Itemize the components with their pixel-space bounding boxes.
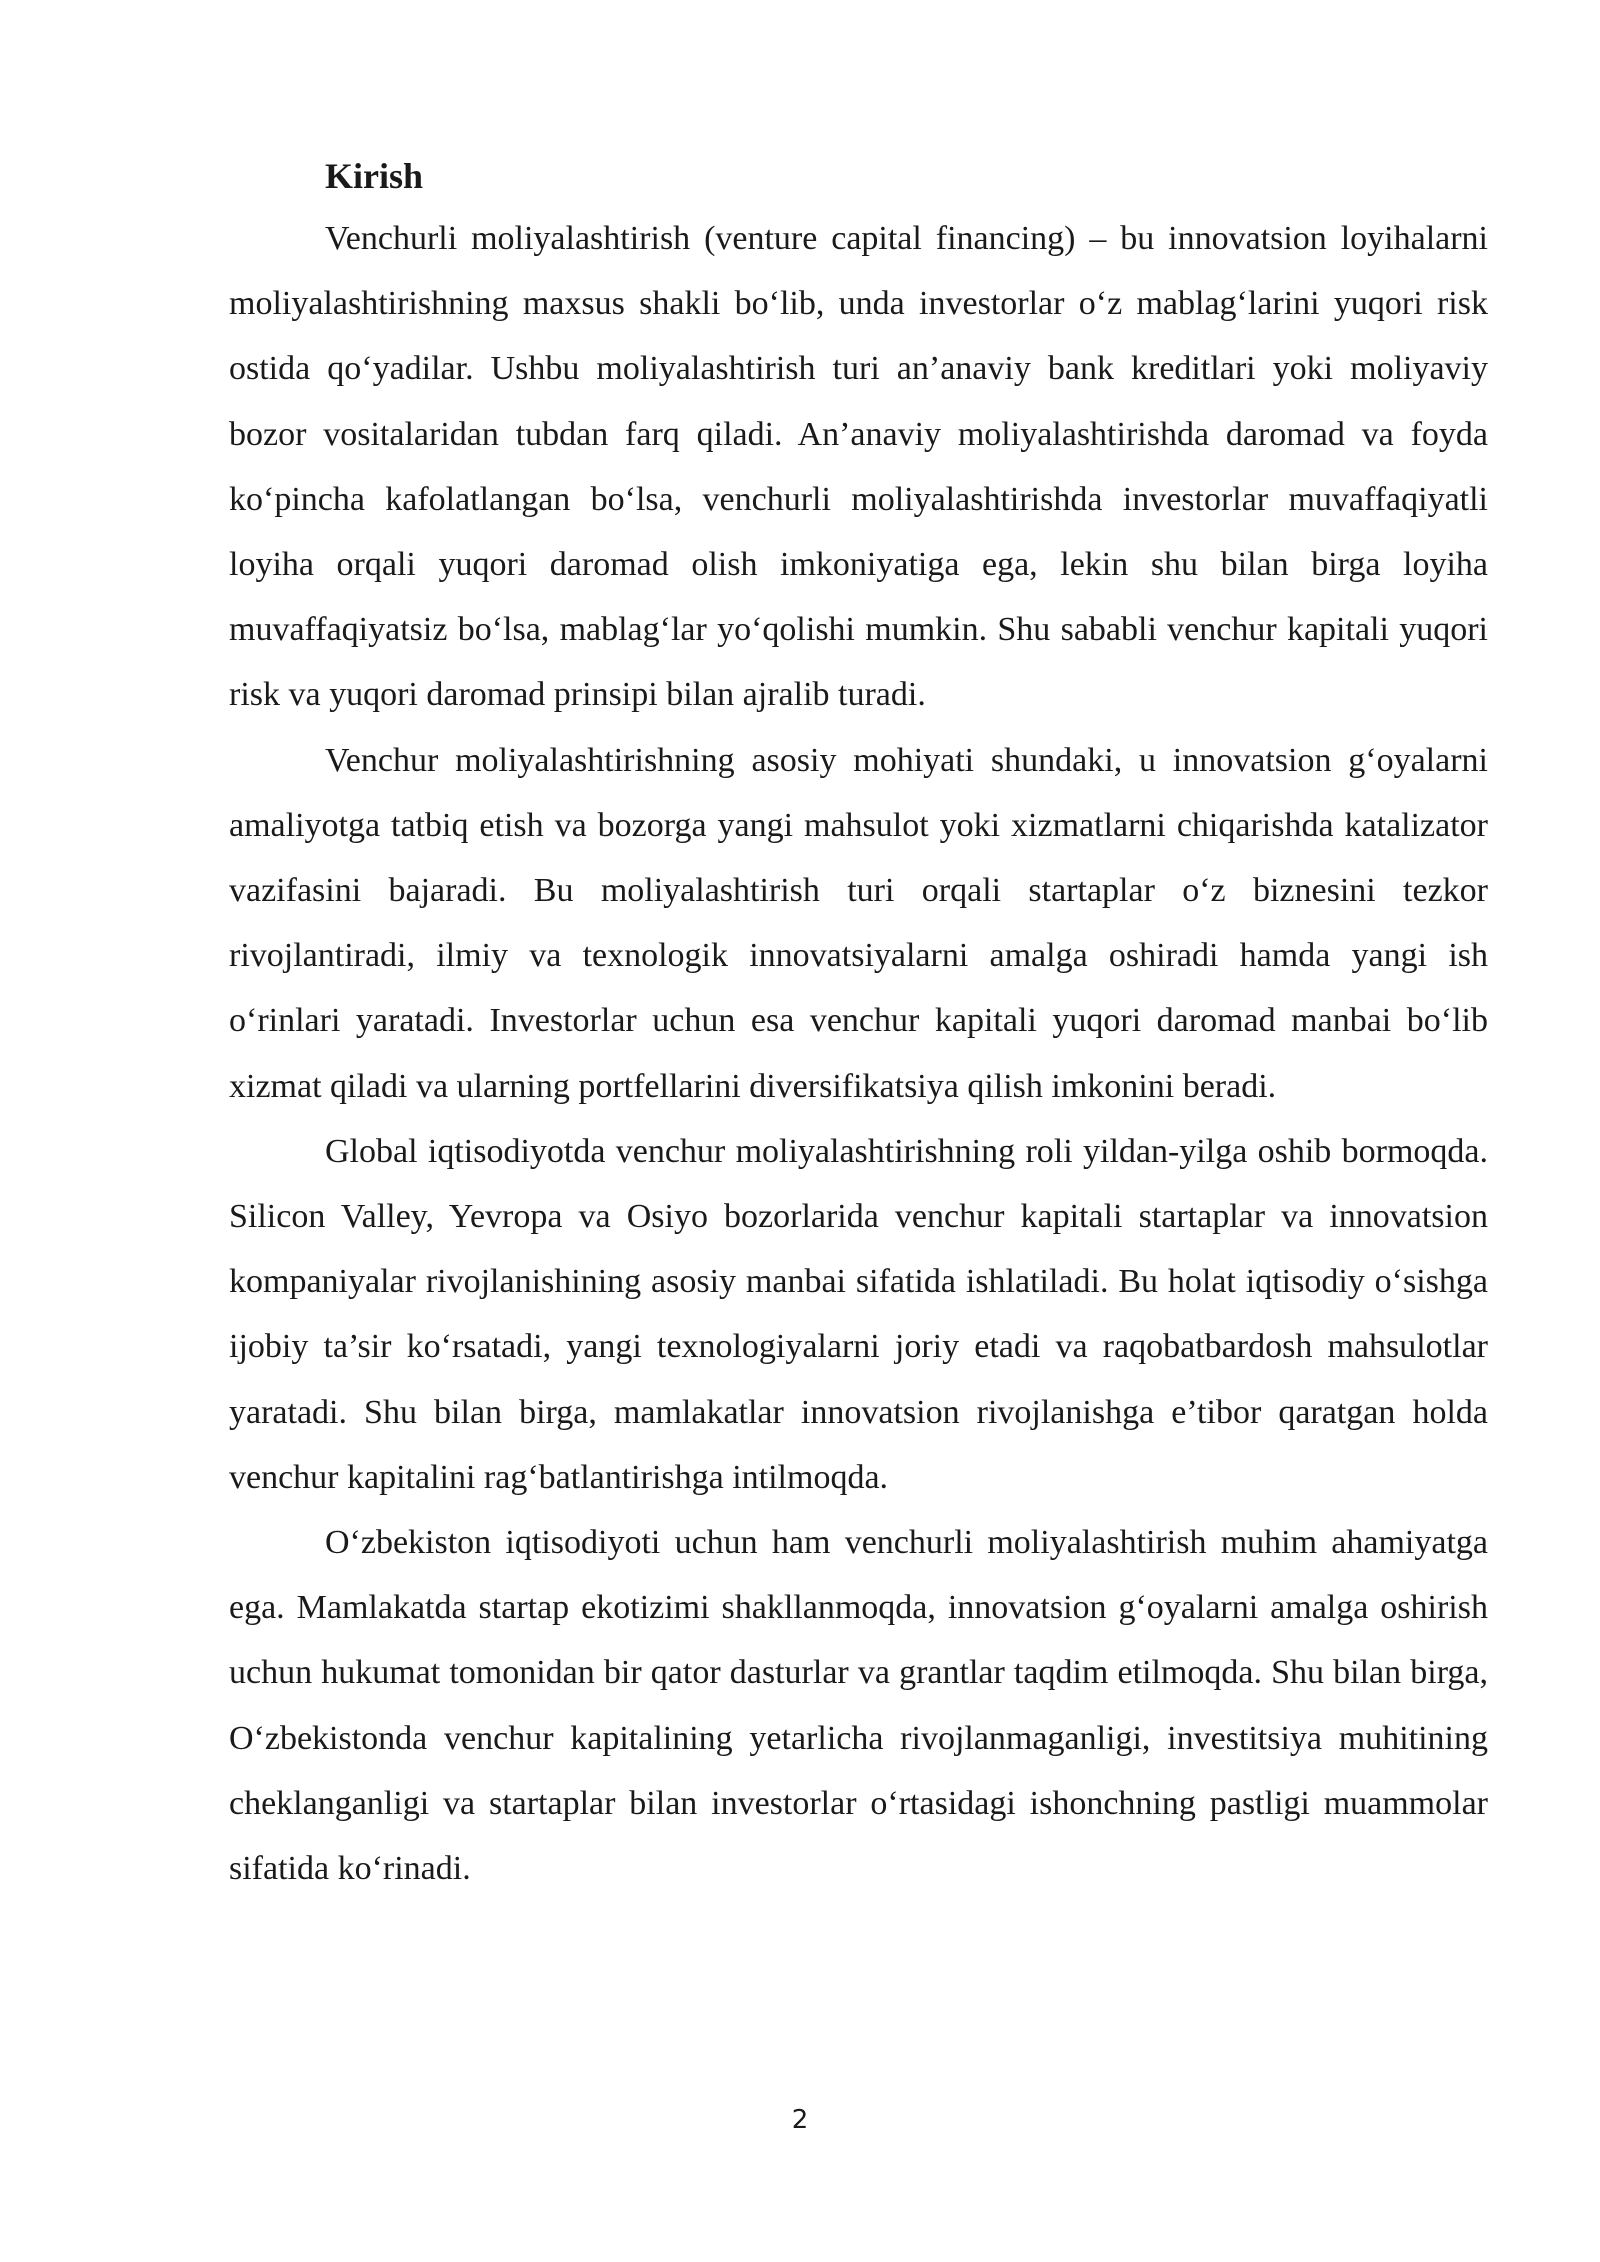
page-body xyxy=(229,146,1488,1901)
paragraph-3: Global iqtisodiyotda venchur moliyalashtirishning roli yildan-yilga oshib bormoqda. Silicon Valley, Yevropa va Osiyo bozorlarida venchur kapitali startaplar va innovatsion kompaniyalar rivojlanishining asosiy manbai sifatida ishlatiladi. Bu holat iqtisodiy o‘sishga ijobiy ta’sir ko‘rsatadi, yangi texnologiyalarni joriy etadi va raqobatbardosh mahsulotlar yaratadi. Shu bilan birga, mamlakatlar innovatsion rivojlanishga e’tibor qaratgan holda venchur kapitalini rag‘batlantirishga intilmoqda. xyxy=(229,1132,1488,1496)
paragraph-1: Venchurli moliyalashtirish (venture capital financing) – bu innovatsion loyihalarni moliyalashtirishning maxsus shakli bo‘lib, unda investorlar o‘z mablag‘larini yuqori risk ostida qo‘yadilar. Ushbu moliyalashtirish turi an’anaviy bank kreditlari yoki moliyaviy bozor vositalaridan tubdan farq qiladi. An’anaviy moliyalashtirishda daromad va foyda ko‘pincha kafolatlangan bo‘lsa, venchurli moliyalashtirishda investorlar muvaffaqiyatli loyiha orqali yuqori daromad olish imkoniyatiga ega, lekin shu bilan birga loyiha muvaffaqiyatsiz bo‘lsa, mablag‘lar yo‘qolishi mumkin. Shu sababli venchur kapitali yuqori risk va yuqori daromad prinsipi bilan ajralib turadi. xyxy=(229,220,1488,714)
page-number: 2 xyxy=(791,2105,809,2135)
paragraph-2: Venchur moliyalashtirishning asosiy mohiyati shundaki, u innovatsion g‘oyalarni amaliyotga tatbiq etish va bozorga yangi mahsulot yoki xizmatlarni chiqarishda katalizator vazifasini bajaradi. Bu moliyalashtirish turi orqali startaplar o‘z biznesini tezkor rivojlantiradi, ilmiy va texnologik innovatsiyalarni amalga oshiradi hamda yangi ish o‘rinlari yaratadi. Investorlar uchun esa venchur kapitali yuqori daromad manbai bo‘lib xizmat qiladi va ularning portfellarini diversifikatsiya qilish imkonini beradi. xyxy=(229,741,1488,1105)
paragraph-4: O‘zbekiston iqtisodiyoti uchun ham venchurli moliyalashtirish muhim ahamiyatga ega. Mamlakatda startap ekotizimi shakllanmoqda, innovatsion g‘oyalarni amalga oshirish uchun hukumat tomonidan bir qator dasturlar va grantlar taqdim etilmoqda. Shu bilan birga, O‘zbekistonda venchur kapitalining yetarlicha rivojlanmaganligi, investitsiya muhitining cheklanganligi va startaplar bilan investorlar o‘rtasidagi ishonchning pastligi muammolar sifatida ko‘rinadi. xyxy=(229,1524,1488,1888)
section-heading: Kirish xyxy=(325,156,424,196)
